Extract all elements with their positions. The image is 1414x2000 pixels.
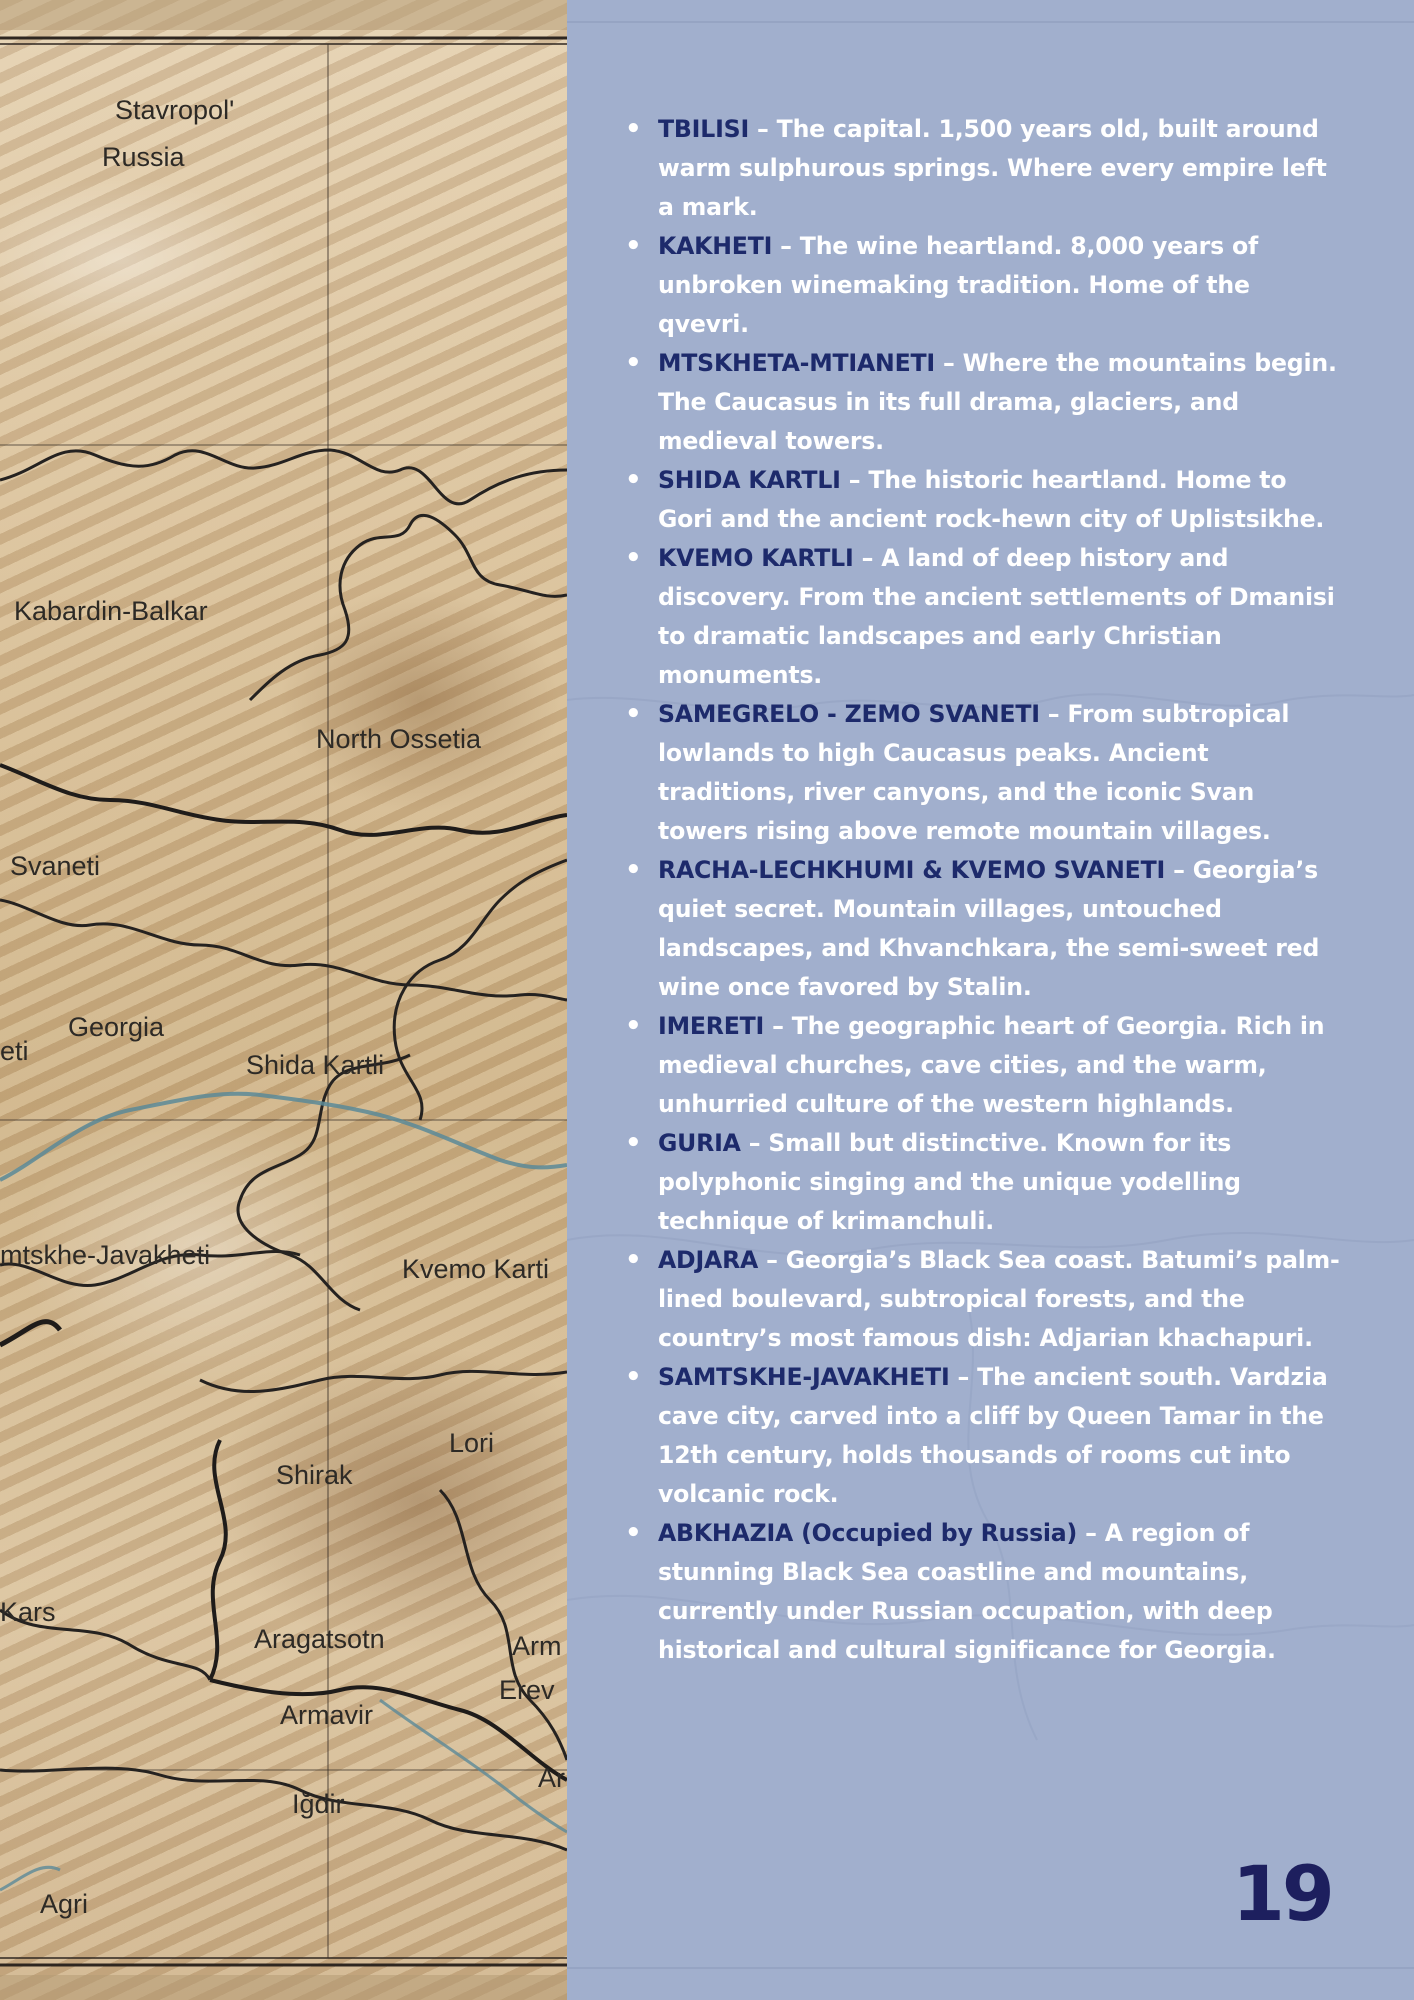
map-label-lori: Lori [449, 1428, 495, 1458]
list-item [658, 110, 1348, 227]
region-separator: – [772, 232, 800, 260]
map-label-kars: Kars [0, 1597, 56, 1627]
region-description: The ancient south. Vardzia cave city, carved into a cliff by Queen Tamar in the 12th century, holds thousands of rooms cut into volcanic rock. [658, 1363, 1328, 1508]
list-item [658, 1007, 1348, 1124]
map-label-samtskhe-javakheti: mtskhe-Javakheti [0, 1240, 211, 1270]
region-name: GURIA [658, 1129, 741, 1157]
map-label-ar: Ar [538, 1763, 565, 1793]
region-separator: – [1077, 1519, 1105, 1547]
region-name: SHIDA KARTLI [658, 466, 841, 494]
map-label-armavir: Armavir [280, 1700, 373, 1730]
region-name: SAMTSKHE-JAVAKHETI [658, 1363, 950, 1391]
region-name: SAMEGRELO - ZEMO SVANETI [658, 700, 1040, 728]
region-name: IMERETI [658, 1012, 765, 1040]
list-item [658, 1358, 1348, 1514]
map-label-kvemo-kartli: Kvemo Karti [402, 1254, 550, 1284]
region-separator: – [764, 1012, 792, 1040]
map-label-kabardin-balkar: Kabardin-Balkar [14, 596, 208, 626]
region-description: Georgia’s quiet secret. Mountain villages, untouched landscapes, and Khvanchkara, the semi-sweet red wine once favored by Stalin. [658, 856, 1320, 1001]
region-description: Small but distinctive. Known for its polyphonic singing and the unique yodelling technique of krimanchuli. [658, 1129, 1241, 1235]
region-description: Georgia’s Black Sea coast. Batumi’s palm-lined boulevard, subtropical forests, and the country’s most famous dish: Adjarian khachapuri. [658, 1246, 1340, 1352]
region-description: The geographic heart of Georgia. Rich in medieval churches, cave cities, and the warm, unhurried culture of the western highlands. [658, 1012, 1325, 1118]
region-separator: – [1039, 700, 1068, 728]
region-separator: – [853, 544, 882, 572]
region-separator: – [840, 466, 869, 494]
map-label-georgia: Georgia [68, 1012, 165, 1042]
map-label-north-ossetia: North Ossetia [316, 724, 482, 754]
region-separator: – [949, 1363, 978, 1391]
relief-map-image [0, 0, 567, 2000]
map-label-stavropol: Stavropol' [115, 95, 235, 125]
map-label-arm: Arm [512, 1631, 562, 1661]
region-description: The historic heartland. Home to Gori and the ancient rock-hewn city of Uplistsikhe. [658, 466, 1325, 533]
region-name: RACHA-LECHKHUMI & KVEMO SVANETI [658, 856, 1166, 884]
region-separator: – [1165, 856, 1193, 884]
map-label-svaneti: Svaneti [10, 851, 101, 881]
list-item [658, 461, 1348, 539]
region-separator: – [758, 1246, 786, 1274]
region-name: MTSKHETA-MTIANETI [658, 349, 935, 377]
list-item [658, 539, 1348, 695]
region-separator: – [740, 1129, 769, 1157]
region-description: The capital. 1,500 years old, built around warm sulphurous springs. Where every empire left a mark. [658, 115, 1327, 221]
region-description: A region of stunning Black Sea coastline and mountains, currently under Russian occupation, with deep historical and cultural significance for Georgia. [658, 1519, 1276, 1664]
regions-list [658, 110, 1348, 1670]
region-separator: – [934, 349, 963, 377]
region-name: ABKHAZIA (Occupied by Russia) [658, 1519, 1078, 1547]
list-item [658, 695, 1348, 851]
map-label-eti: eti [0, 1036, 29, 1066]
page-number: 19 [1232, 1849, 1332, 1938]
region-description: Where the mountains begin. The Caucasus in its full drama, glaciers, and medieval towers. [658, 349, 1337, 455]
map-label-erev: Erev [499, 1675, 555, 1705]
map-label-agri: Agri [40, 1889, 89, 1919]
regions-text-panel [567, 0, 1414, 2000]
region-description: From subtropical lowlands to high Caucasus peaks. Ancient traditions, river canyons, and the iconic Svan towers rising above remote mountain villages. [658, 700, 1290, 845]
list-item [658, 851, 1348, 1007]
region-name: KVEMO KARTLI [658, 544, 854, 572]
list-item [658, 227, 1348, 344]
map-label-russia: Russia [102, 142, 185, 172]
map-label-aragatsotn: Aragatsotn [254, 1624, 385, 1654]
map-label-shirak: Shirak [276, 1460, 353, 1490]
region-name: TBILISI [658, 115, 750, 143]
region-separator: – [749, 115, 777, 143]
region-description: The wine heartland. 8,000 years of unbroken winemaking tradition. Home of the qvevri. [658, 232, 1259, 338]
region-name: ADJARA [658, 1246, 759, 1274]
region-name: KAKHETI [658, 232, 773, 260]
list-item [658, 344, 1348, 461]
list-item [658, 1124, 1348, 1241]
list-item [658, 1514, 1348, 1670]
list-item [658, 1241, 1348, 1358]
map-label-shida-kartli: Shida Kartli [246, 1050, 385, 1080]
region-description: A land of deep history and discovery. From the ancient settlements of Dmanisi to dramatic landscapes and early Christian monuments. [658, 544, 1335, 689]
map-label-igdir: Iğdir [292, 1789, 345, 1819]
